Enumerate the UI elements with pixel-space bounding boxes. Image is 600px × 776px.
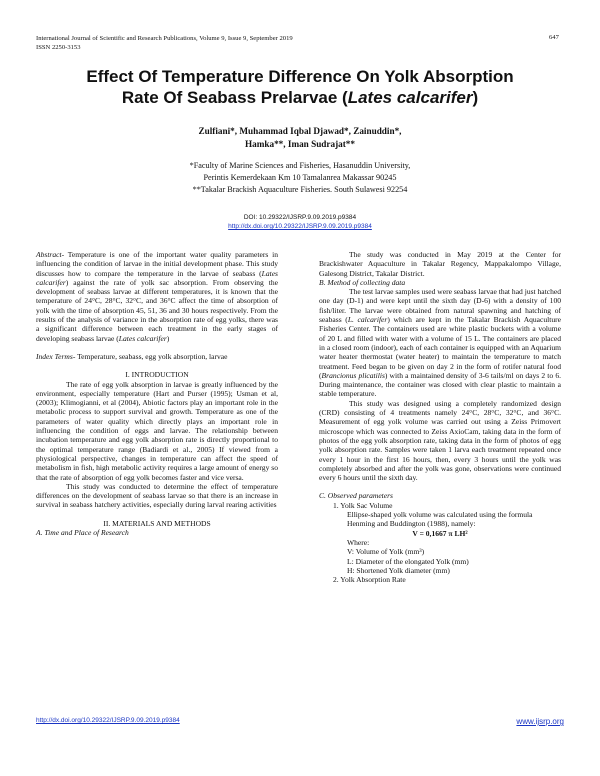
- list-item-absorption-rate: 2. Yolk Absorption Rate: [333, 575, 406, 585]
- issn: ISSN 2250-3153: [36, 44, 81, 51]
- running-header: [36, 34, 293, 52]
- where-label: Where:: [347, 537, 370, 547]
- abstract-label: Abstract: [36, 250, 62, 259]
- subsection-a-heading: A. Time and Place of Research: [36, 528, 129, 538]
- data-collection-paragraph-1: The test larvae samples used were seabass larvae that had just hatched one day (D-1) and were kept until the sixth day (D-6) with a density of 100 fish/liter. The larvae were obtained from natural spawning and hatching of seabass (L. calcarifer) which are kept in the Takalar Brackish Aquaculture Fisheries Center. The containers used are white plastic buckets with a volume of 20 L and filled with water with a volume of 15 L. The containers are placed in a closed room (indoor), each of each container is equipped with an Aquarium water heater thermostat (water heater) to maintain the temperature to match treatment. Feed began to be given on day 2 in the form of rotifer natural food (Brancionus plicatilis) with a maintained density of 3-6 tails/ml on days 2 to 6. During maintenance, the container was closed with clear plastic to maintain a stable temperature.: [319, 287, 561, 399]
- title-line-1: Effect Of Temperature Difference On Yolk Absorption: [86, 67, 514, 86]
- authors-line-2: Hamka**, Iman Sudrajat**: [244, 139, 355, 149]
- subsection-c-heading: C. Observed parameters: [319, 491, 393, 501]
- definition-v: V: Volume of Yolk (mm³): [347, 547, 425, 557]
- author-list: [20, 125, 580, 151]
- page-number: 647: [549, 34, 559, 41]
- introduction-paragraph-2: This study was conducted to determine the effect of temperature differences on the development of seabass larvae so that there is an increase in survival in seabass hatchery activities, especially during larval rearing activities: [36, 481, 278, 510]
- list-item-yolk-volume: 1. Yolk Sac Volume: [333, 500, 393, 510]
- right-column: [319, 250, 561, 584]
- index-terms: Index Terms- Temperature, seabass, egg yolk absorption, larvae: [36, 351, 228, 361]
- definition-h: H: Shortened Yolk diameter (mm): [347, 565, 450, 575]
- footer-doi-link[interactable]: http://dx.doi.org/10.29322/IJSRP.9.09.2019.p9384: [36, 717, 180, 724]
- title-line-2: Rate Of Seabass Prelarvae (Lates calcarifer): [121, 88, 479, 107]
- introduction-paragraph-1: The rate of egg yolk absorption in larvae is greatly influenced by the environment, especially temperature (Hart and Purser (1995); Usman et al, (2003); Klimogianni, et al (2004), Abiotic factors play an important role in the metabolic process to support survival and growth. Temperature as one of the parameters of water quality which directly plays an important role in influencing the condition of eggs and larvae. The relationship between incubation temperature and egg yolk absorption rate is directly proportional to the optimal temperature range (Badiardi et al., 2005) If viewed from a physiological perspective, changes in temperature can affect the speed of metabolism in fish, high metabolic activity requires a large amount of energy so that the rate of absorption of egg yolk becomes faster and vice versa.: [36, 379, 278, 482]
- subsection-b-heading: B. Method of collecting data: [319, 277, 406, 287]
- doi-link[interactable]: http://dx.doi.org/10.29322/IJSRP.9.09.2019.p9384: [228, 223, 372, 230]
- authors-line-1: Zulfiani*, Muhammad Iqbal Djawad*, Zainuddin*,: [198, 126, 402, 136]
- abstract: Abstract- Temperature is one of the important water quality parameters in influencing the condition of larvae in the initial development phase. This study discusses how to compare the temperature in the larvae of seabass (Lates calcarifer) against the rate of yolk sac absorption. From observing the development of seabass larvae at different temperatures, it is known that the temperature of 24°C, 28°C, 32°C, and 36°C affect the time of absorption of yolk with the time of absorption 45, 51, 36 and 30 hours respectively. From the results of the analysis of variance in the absorption rate of egg yolks, there was a significant difference between each treatment in the early stages of developing seabass larvae (Lates calcarifer): [36, 250, 278, 343]
- journal-name: International Journal of Scientific and Research Publications, Volume 9, Issue 9, September 2019: [36, 35, 293, 42]
- affiliation-address: Perintis Kemerdekaan Km 10 Tamalanrea Makassar 90245: [203, 173, 397, 182]
- methods-heading: II. MATERIALS AND METHODS: [103, 518, 211, 528]
- data-collection-paragraph-2: This study was designed using a completely randomized design (CRD) consisting of 4 treatments namely 24°C, 28°C, 32°C, and 36°C. Measurement of egg yolk volume was carried out using a Zeiss Primovert microscope which was connected to Zeiss AxioCam, taking data in the form of photos of the egg yolk absorption rate, taking data in the form of photos of egg yolk absorption rate. Samples were taken 1 larva each treatment repeated once every 1 hour in the first 16 hours, then, every 3 hours until the yolk was completely absorbed and after the yolk was gone, observations were continued every 6 hours until the sixth day.: [319, 398, 561, 483]
- introduction-heading: I. INTRODUCTION: [125, 370, 189, 380]
- affiliation-1: *Faculty of Marine Sciences and Fisheries, Hasanuddin University,: [189, 161, 411, 170]
- definition-l: L: Diameter of the elongated Yolk (mm): [347, 556, 469, 566]
- time-place-paragraph: The study was conducted in May 2019 at the Center for Brackishwater Aquaculture in Takalar Regency, Mappakalompo Village, Galesong District, Takalar District.: [319, 250, 561, 278]
- left-column: [36, 250, 278, 537]
- paper-title: [20, 66, 580, 108]
- page-footer: [36, 717, 564, 724]
- doi-block: [20, 213, 580, 231]
- affiliations: [20, 160, 580, 196]
- yolk-volume-description: Ellipse-shaped yolk volume was calculated using the formula Henming and Buddington (1988), namely:: [347, 510, 533, 529]
- footer-site-link[interactable]: www.ijsrp.org: [516, 717, 564, 726]
- yolk-volume-formula: V = 0,1667 π LH²: [412, 528, 468, 538]
- doi-text: DOI: 10.29322/IJSRP.9.09.2019.p9384: [243, 214, 357, 221]
- affiliation-2: **Takalar Brackish Aquaculture Fisheries. South Sulawesi 92254: [192, 185, 408, 194]
